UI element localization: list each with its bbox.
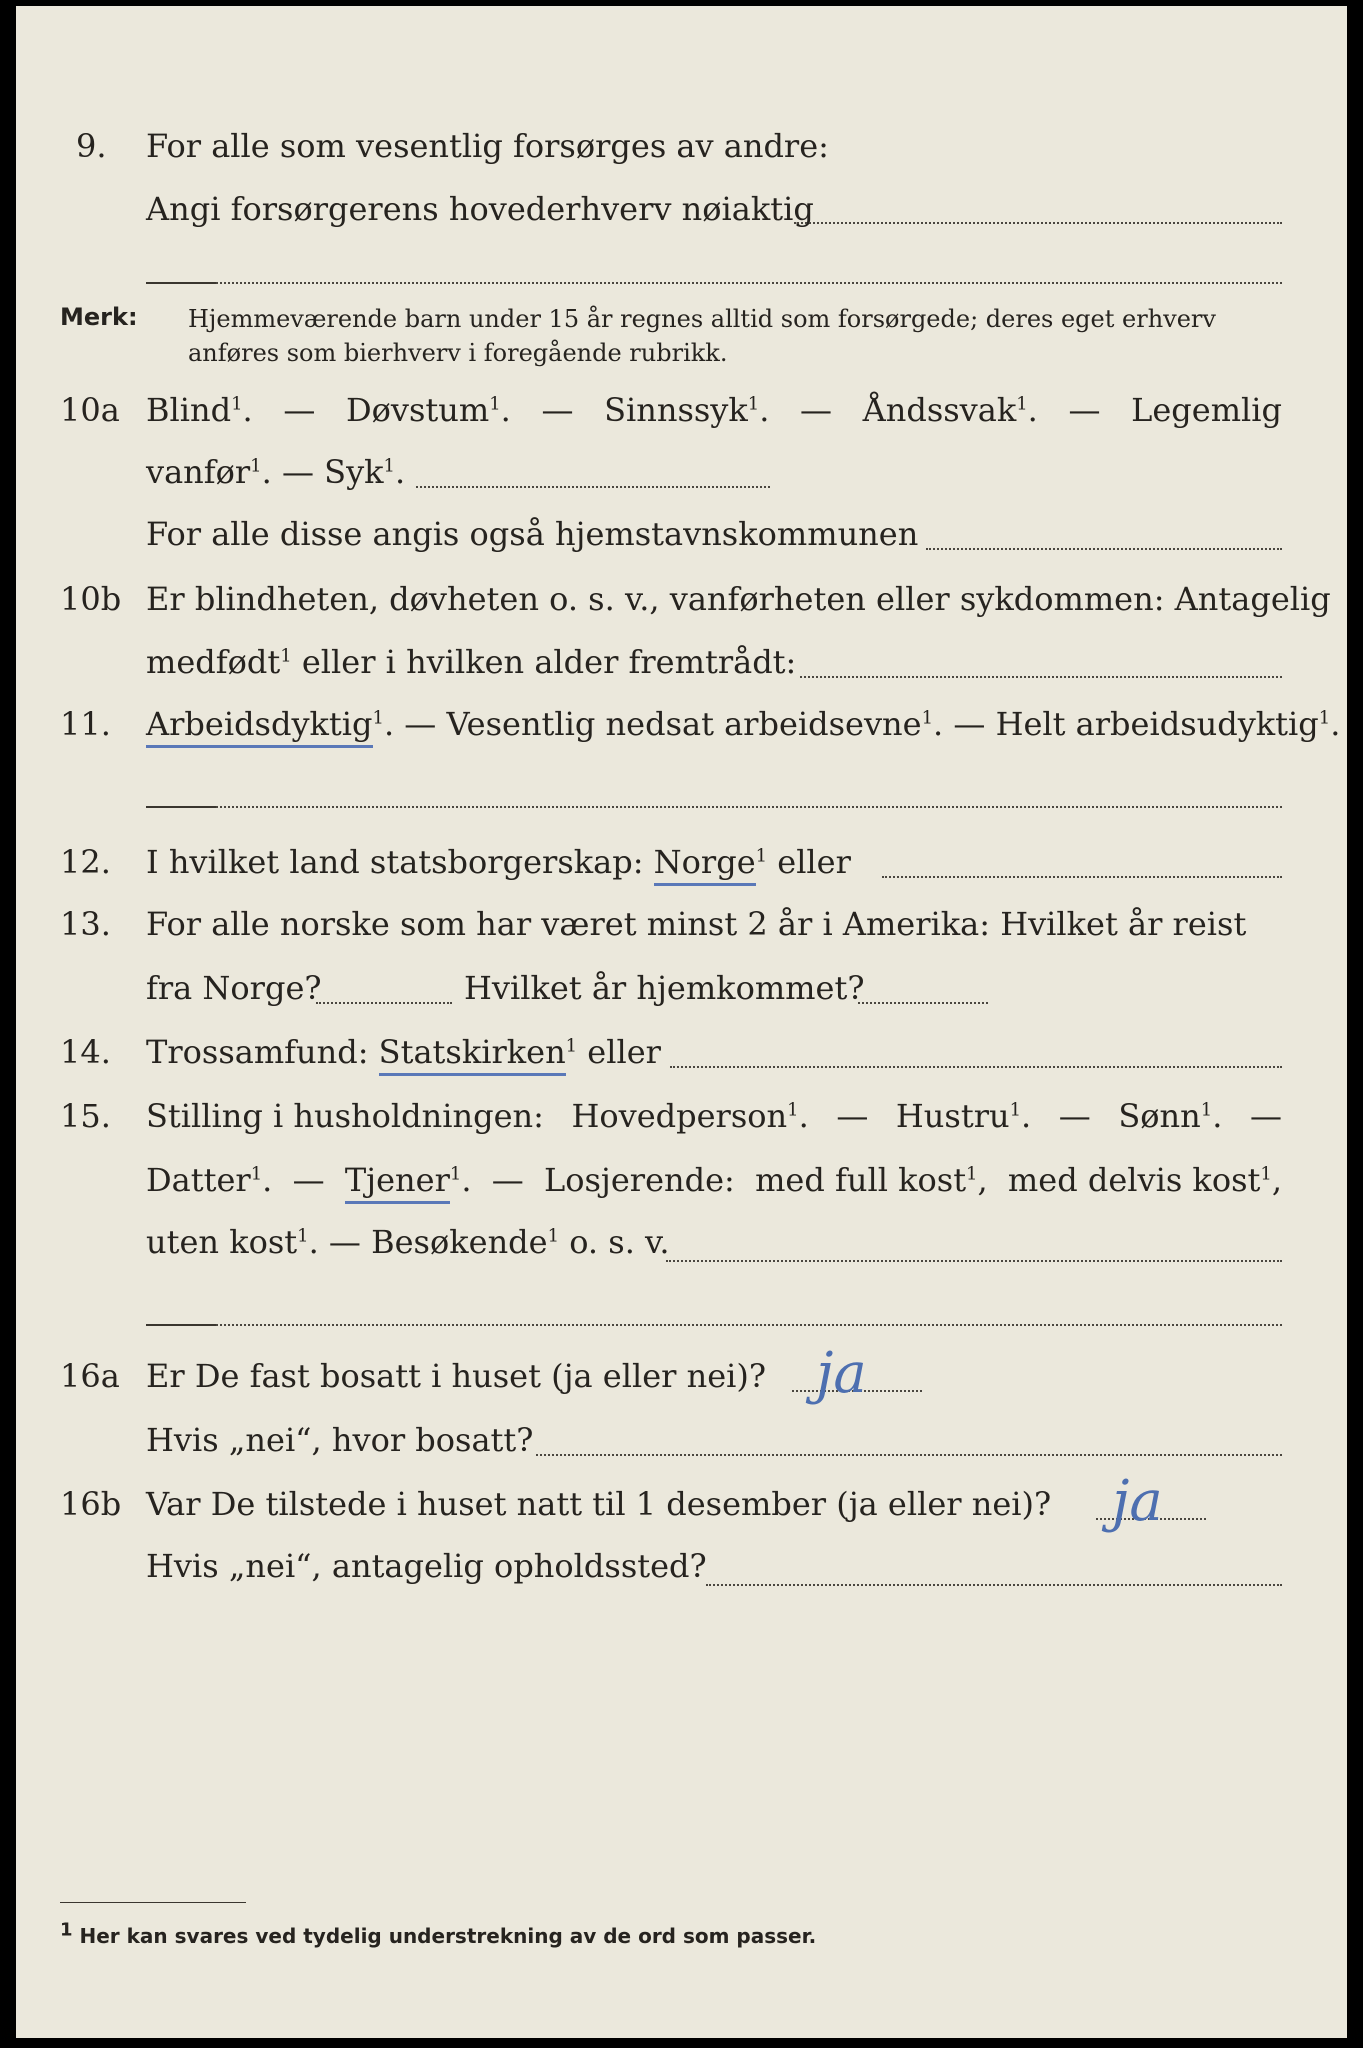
dash: — xyxy=(1058,1097,1091,1135)
q10a-options-line1 xyxy=(146,390,1282,430)
q16b-question: Var De tilstede i huset natt til 1 desember (ja eller nei)? xyxy=(146,1485,1052,1523)
option-legemlig[interactable]: Legemlig xyxy=(1131,391,1282,429)
dash: — xyxy=(328,1223,361,1261)
q12-question: I hvilket land statsborgerskap: Norge$^1$ eller xyxy=(146,842,851,882)
option-statskirken[interactable]: Statskirken xyxy=(379,1033,566,1076)
dash: — xyxy=(953,705,986,743)
q14-number: 14. xyxy=(60,1033,111,1071)
option-nedsat-arbeidsevne[interactable]: Vesentlig nedsat arbeidsevne$^1$. xyxy=(446,705,944,743)
q14-eller: eller xyxy=(587,1033,661,1071)
q12-eller: eller xyxy=(777,843,851,881)
q13-hjemkommet-answer-line[interactable] xyxy=(858,1002,988,1004)
q16a-subquestion: Hvis „nei“, hvor bosatt? xyxy=(146,1421,534,1459)
option-uten-kost[interactable]: uten kost$^1$. xyxy=(146,1223,319,1261)
q15-line1 xyxy=(146,1096,1282,1136)
q16b-subquestion: Hvis „nei“, antagelig opholdssted? xyxy=(146,1547,707,1585)
footnote-mark: 1 xyxy=(60,1919,73,1941)
q16a-handwritten-answer[interactable]: ja xyxy=(816,1341,867,1406)
option-andssvak[interactable]: Åndssvak$^1$. xyxy=(862,391,1038,429)
q16b-number: 16b xyxy=(60,1485,122,1523)
footnote xyxy=(60,1919,817,1950)
q13-fra-norge: fra Norge? xyxy=(146,969,322,1007)
footnote-divider xyxy=(60,1902,246,1903)
option-besokende[interactable]: Besøkende$^1$ xyxy=(371,1223,560,1261)
q10b-number: 10b xyxy=(60,580,122,618)
q10a-options-line2 xyxy=(146,452,405,492)
q15-second-answer-line[interactable] xyxy=(216,1324,1282,1326)
q10a-number: 10a xyxy=(60,391,120,429)
dash: — xyxy=(281,453,325,491)
dash: — xyxy=(1068,391,1101,429)
dash: — xyxy=(541,391,574,429)
option-norge[interactable]: Norge xyxy=(654,843,756,886)
census-form-page xyxy=(16,6,1347,2038)
option-vanfor[interactable]: vanfør$^1$. xyxy=(146,453,272,491)
dash: — xyxy=(404,705,437,743)
q15-line3 xyxy=(146,1222,669,1262)
q12-number: 12. xyxy=(60,843,111,881)
option-hustru[interactable]: Hustru$^1$. xyxy=(895,1097,1032,1135)
q15-answer-line[interactable] xyxy=(666,1260,1282,1262)
option-dovstum[interactable]: Døvstum$^1$. xyxy=(345,391,511,429)
q16a-bosatt-answer-line[interactable] xyxy=(536,1454,1282,1456)
q13-question: For alle norske som har været minst 2 år i Amerika: Hvilket år reist xyxy=(146,905,1247,943)
q15-text: Stilling i husholdningen: xyxy=(146,1097,544,1135)
option-tjener[interactable]: Tjener$^1$. xyxy=(345,1160,472,1200)
option-datter[interactable]: Datter$^1$. xyxy=(146,1161,273,1199)
dash: — xyxy=(283,391,316,429)
option-hovedperson[interactable]: Hovedperson$^1$. xyxy=(571,1097,809,1135)
q11-answer-start xyxy=(146,806,216,808)
merk-label: Merk: xyxy=(60,303,138,331)
q14-question: Trossamfund: Statskirken$^1$ eller xyxy=(146,1032,661,1072)
q15-number: 15. xyxy=(60,1097,111,1135)
q11-number: 11. xyxy=(60,705,111,743)
q10a-hjemstavn: For alle disse angis også hjemstavnskommunen xyxy=(146,515,919,553)
q9-answer-start xyxy=(146,282,216,284)
q10b-alder-text: eller i hvilken alder fremtrådt: xyxy=(301,643,797,681)
q14-answer-line[interactable] xyxy=(670,1066,1282,1068)
dash: — xyxy=(836,1097,869,1135)
q9-number: 9. xyxy=(76,127,107,165)
merk-note-line2: anføres som bierhverv i foregående rubrikk. xyxy=(188,339,728,367)
q16b-opholdssted-answer-line[interactable] xyxy=(706,1584,1282,1586)
option-syk[interactable]: Syk$^1$. xyxy=(324,453,406,491)
merk-note-line1: Hjemmeværende barn under 15 år regnes alltid som forsørgede; deres eget erhverv xyxy=(188,305,1216,333)
q11-answer-line[interactable] xyxy=(216,806,1282,808)
q15-line2 xyxy=(146,1160,1282,1200)
q13-number: 13. xyxy=(60,905,111,943)
option-arbeidsudyktig[interactable]: Helt arbeidsudyktig$^1$. xyxy=(995,705,1341,743)
q16b-handwritten-answer[interactable]: ja xyxy=(1112,1469,1163,1534)
q16a-number: 16a xyxy=(60,1357,120,1395)
q10b-answer-line[interactable] xyxy=(800,676,1282,678)
q10a-hjemstavn-answer-line[interactable] xyxy=(926,548,1282,550)
option-medfodt[interactable]: medfødt$^1$ xyxy=(146,643,292,681)
option-blind[interactable]: Blind$^1$. xyxy=(146,391,253,429)
q9-answer-line[interactable] xyxy=(794,222,1282,224)
q13-hjemkommet: Hvilket år hjemkommet? xyxy=(464,969,865,1007)
dash: — xyxy=(800,391,832,429)
q10b-question-line2 xyxy=(146,642,796,682)
dash: — xyxy=(292,1161,325,1199)
option-sonn[interactable]: Sønn$^1$. xyxy=(1118,1097,1223,1135)
footnote-text: Her kan svares ved tydelig understrekning av de ord som passer. xyxy=(79,1924,817,1948)
option-arbeidsdyktig[interactable]: Arbeidsdyktig xyxy=(146,705,373,748)
option-delvis-kost[interactable]: med delvis kost$^1$, xyxy=(1007,1161,1282,1199)
q9-second-answer-line[interactable] xyxy=(216,282,1282,284)
q13-reist-answer-line[interactable] xyxy=(316,1002,452,1004)
q9-question: For alle som vesentlig forsørges av andre: xyxy=(146,127,829,165)
q12-answer-line[interactable] xyxy=(882,876,1282,878)
q10b-question: Er blindheten, døvheten o. s. v., vanførheten eller sykdommen: Antagelig xyxy=(146,580,1331,618)
q16a-question: Er De fast bosatt i huset (ja eller nei)? xyxy=(146,1357,767,1395)
q10a-syk-answer-line[interactable] xyxy=(416,486,770,488)
q11-options: Arbeidsdyktig$^1$. — Vesentlig nedsat arbeidsevne$^1$. — Helt arbeidsudyktig$^1$. xyxy=(146,704,1340,744)
q14-text: Trossamfund: xyxy=(146,1033,369,1071)
option-full-kost[interactable]: med full kost$^1$, xyxy=(755,1161,988,1199)
q15-losjerende: Losjerende: xyxy=(543,1161,735,1199)
option-sinnssyk[interactable]: Sinnssyk$^1$. xyxy=(604,391,770,429)
dash: — xyxy=(1249,1097,1282,1135)
q12-text: I hvilket land statsborgerskap: xyxy=(146,843,644,881)
dash: — xyxy=(491,1161,524,1199)
q9-subquestion: Angi forsørgerens hovederhverv nøiaktig xyxy=(146,190,814,228)
q15-osv: o. s. v. xyxy=(569,1223,670,1261)
q15-answer-start xyxy=(146,1324,216,1326)
